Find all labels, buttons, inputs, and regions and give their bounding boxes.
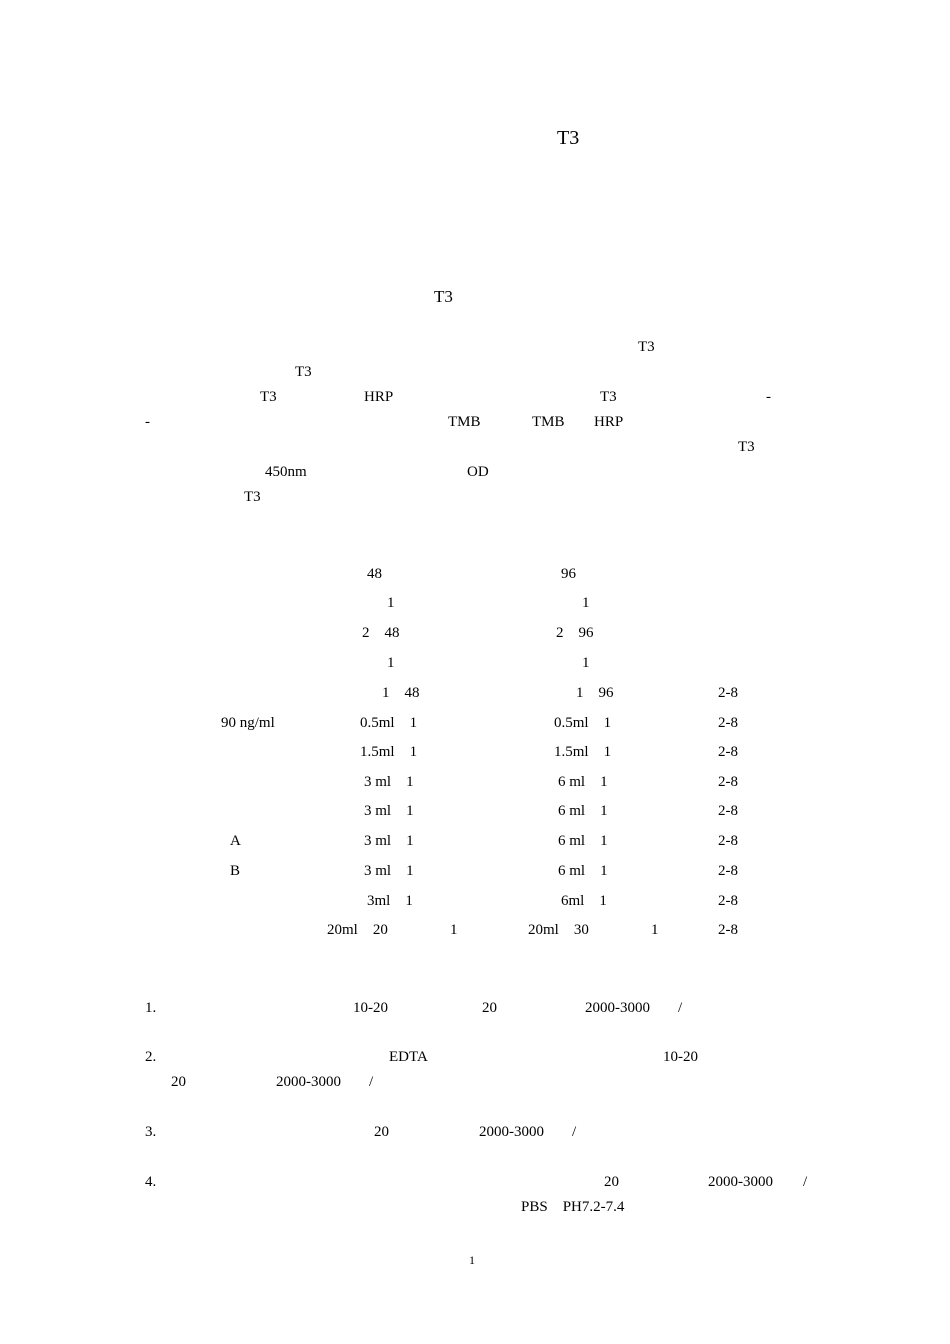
step-text: 2000-3000 [708,1174,773,1190]
cell-storage: 2-8 [718,863,738,879]
principle-text: T3 [260,389,277,405]
cell-storage: 2-8 [718,803,738,819]
cell-48: 3 ml 1 [364,833,414,849]
step-text: / [572,1124,577,1140]
principle-text: T3 [244,489,261,505]
principle-text: TMB [532,414,565,430]
table-header-48: 48 [367,566,382,582]
step-text: 10-20 [663,1049,698,1065]
cell-storage: 2-8 [718,685,738,701]
step-text: 20 [171,1074,186,1090]
cell-storage: 2-8 [718,744,738,760]
cell-96: 1 96 [576,685,614,701]
principle-text: HRP [364,389,394,405]
step-text: PBS PH7.2-7.4 [521,1199,625,1215]
cell-96: 1 [582,595,590,611]
principle-text: T3 [638,339,655,355]
cell-96: 1.5ml 1 [554,744,612,760]
cell-48: 0.5ml 1 [360,715,418,731]
cell-96: 2 96 [556,625,594,641]
step-text: EDTA [389,1049,428,1065]
principle-text: - [766,389,771,405]
cell-96-count: 1 [651,922,659,938]
step-text: / [803,1174,808,1190]
step-text: 2000-3000 [479,1124,544,1140]
step-text: 20 [482,1000,497,1016]
cell-96: 6 ml 1 [558,803,608,819]
cell-48: 1 [387,655,395,671]
cell-storage: 2-8 [718,715,738,731]
step-number: 1. [145,1000,157,1016]
principle-text: T3 [738,439,755,455]
step-text: 20 [604,1174,619,1190]
page-number: 1 [469,1253,475,1267]
cell-48: 3ml 1 [367,893,413,909]
cell-96-volume: 20ml 30 [528,922,589,938]
cell-label: B [230,863,241,879]
cell-storage: 2-8 [718,774,738,790]
principle-text: T3 [600,389,617,405]
principle-text: OD [467,464,489,480]
cell-96: 6 ml 1 [558,833,608,849]
step-number: 3. [145,1124,157,1140]
cell-48: 3 ml 1 [364,863,414,879]
cell-storage: 2-8 [718,922,738,938]
cell-96: 1 [582,655,590,671]
principle-text: T3 [295,364,312,380]
step-text: / [678,1000,683,1016]
document-title: T3 [557,127,580,149]
step-text: 20 [374,1124,389,1140]
principle-text: TMB [448,414,481,430]
table-header-96: 96 [561,566,576,582]
step-number: 2. [145,1049,157,1065]
cell-48-volume: 20ml 20 [327,922,388,938]
step-text: 2000-3000 [276,1074,341,1090]
step-text: / [369,1074,374,1090]
cell-48: 2 48 [362,625,400,641]
cell-48: 1 48 [382,685,420,701]
section-title: T3 [434,287,453,306]
principle-text: HRP [594,414,624,430]
cell-96: 6ml 1 [561,893,607,909]
cell-48: 3 ml 1 [364,803,414,819]
cell-96: 6 ml 1 [558,774,608,790]
cell-storage: 2-8 [718,833,738,849]
step-number: 4. [145,1174,157,1190]
principle-text: - [145,414,150,430]
cell-96: 6 ml 1 [558,863,608,879]
cell-48: 3 ml 1 [364,774,414,790]
cell-label: A [230,833,241,849]
cell-48: 1 [387,595,395,611]
step-text: 10-20 [353,1000,388,1016]
cell-48: 1.5ml 1 [360,744,418,760]
cell-storage: 2-8 [718,893,738,909]
cell-label: 90 ng/ml [221,715,275,731]
cell-48-count: 1 [450,922,458,938]
cell-96: 0.5ml 1 [554,715,612,731]
principle-text: 450nm [265,464,307,480]
step-text: 2000-3000 [585,1000,650,1016]
